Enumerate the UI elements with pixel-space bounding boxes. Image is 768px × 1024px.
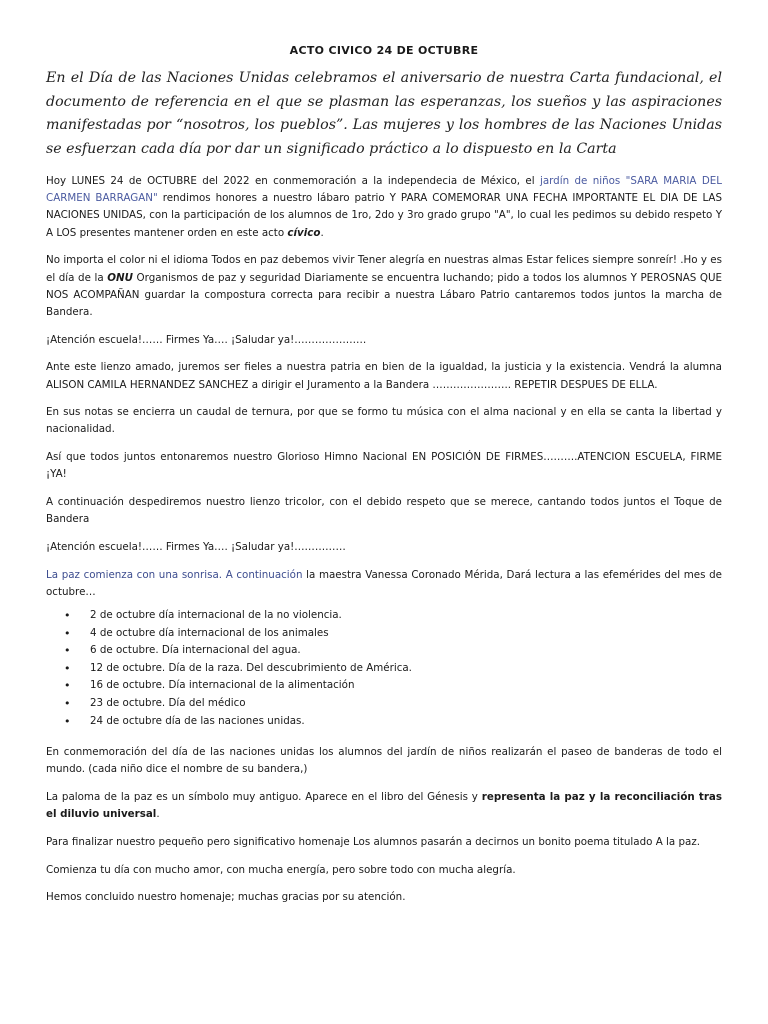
efemerides-list [46, 607, 722, 730]
paragraph-poema: Para finalizar nuestro pequeño pero significativo homenaje Los alumnos pasarán a decirnos un bonito poema titulado A la paz. [46, 836, 700, 849]
paloma-text-end: . [156, 808, 160, 821]
onu-text-b: Organismos de paz y seguridad Diariamente se encuentra luchando; pido a todos los alumnos Y PEROSNAS QUE NOS ACOMPAÑAN guardar la compostura correcta para recibir a nuestra Lábaro Patrio cantaremos todos juntos la marcha de Bandera. [46, 271, 722, 318]
list-item: • 6 de octubre. Día internacional del agua. [90, 642, 722, 660]
paloma-text-a: La paloma de la paz es un símbolo muy antiguo. Aparece en el libro del Génesis y [46, 791, 482, 804]
paragraph-cierre: Hemos concluido nuestro homenaje; muchas gracias por su atención. [46, 891, 406, 904]
paragraph-paloma [46, 789, 722, 823]
paragraph-atencion-2: ¡Atención escuela!…… Firmes Ya…. ¡Saludar ya!…………… [46, 540, 346, 553]
list-item: • 16 de octubre. Día internacional de la alimentación [90, 677, 722, 695]
list-item: • 12 de octubre. Día de la raza. Del descubrimiento de América. [90, 660, 722, 678]
list-item: • 24 de octubre día de las naciones unidas. [90, 713, 722, 731]
onu-word: ONU [107, 271, 133, 284]
paragraph-efemerides-intro [46, 567, 722, 601]
paragraph-onu [46, 252, 722, 321]
list-item: • 2 de octubre día internacional de la no violencia. [90, 607, 722, 625]
paragraph-notas: En sus notas se encierra un caudal de ternura, por que se formo tu música con el alma nacional y en ella se canta la libertad y nacionalidad. [46, 406, 722, 436]
paragraph-juramento: Ante este lienzo amado, juremos ser fieles a nuestra patria en bien de la igualdad, la justicia y la existencia. Vendrá la alumna ALISON CAMILA HERNANDEZ SANCHEZ a dirigir el Juramento a la Bandera ………………….. REPETIR DESPUES DE ELLA. [46, 361, 722, 391]
school-name: jardín de niños "SARA MARIA DEL CARMEN BARRAGAN" [46, 175, 722, 205]
list-item: • 4 de octubre día internacional de los animales [90, 625, 722, 643]
paz-sonrisa-text: La paz comienza con una sonrisa. A continuación [46, 568, 307, 581]
opening-text-end: . [320, 226, 324, 239]
paragraph-banderas: En conmemoración del día de las naciones unidas los alumnos del jardín de niños realizarán el paseo de banderas de todo el mundo. (cada niño dice el nombre de su bandera,) [46, 746, 722, 776]
paragraph-opening [46, 173, 722, 242]
opening-text-b: rendimos honores a nuestro lábaro patrio Y PARA COMEMORAR UNA FECHA IMPORTANTE EL DIA DE LAS NACIONES UNIDAS, con la participación de los alumnos de 1ro, 2do y 3ro grado grupo "A", lo cual les pedimos su debido respeto Y A LOS presentes mantener orden en este acto [46, 192, 722, 239]
document-title: ACTO CIVICO 24 DE OCTUBRE [289, 44, 479, 57]
intro-paragraph: En el Día de las Naciones Unidas celebramos el aniversario de nuestra Carta fundacional, el documento de referencia en el que se plasman las esperanzas, los sueños y las aspiraciones manifestadas por “nosotros, los pueblos”. Las mujeres y los hombres de las Naciones Unidas se esfuerzan cada día por dar un significado práctico a lo dispuesto en la Carta [46, 70, 722, 157]
opening-text-a: Hoy LUNES 24 de OCTUBRE del 2022 en conmemoración a la independecia de México, el [46, 175, 540, 187]
paragraph-atencion-1: ¡Atención escuela!…… Firmes Ya…. ¡Saludar ya!………………… [46, 333, 367, 346]
paragraph-himno: Así que todos juntos entonaremos nuestro Glorioso Himno Nacional EN POSICIÓN DE FIRMES……….ATENCION ESCUELA, FIRME ¡YA! [46, 451, 722, 481]
civico-word: cívico [287, 226, 321, 239]
paragraph-despedida: A continuación despediremos nuestro lienzo tricolor, con el debido respeto que se merece, cantando todos juntos el Toque de Bandera [46, 496, 722, 526]
onu-text-a: No importa el color ni el idioma Todos en paz debemos vivir Tener alegría en nuestras almas Estar felices siempre sonreír! .Ho y es el día de la [46, 254, 722, 284]
list-item: • 23 de octubre. Día del médico [90, 695, 722, 713]
paloma-bold-text: representa la paz y la reconciliación tras el diluvio universal [46, 791, 722, 821]
paragraph-alegria: Comienza tu día con mucho amor, con mucha energía, pero sobre todo con mucha alegría. [46, 863, 516, 876]
efemerides-intro-text: la maestra Vanessa Coronado Mérida, Dará lectura a las efemérides del mes de octubre… [46, 568, 722, 598]
